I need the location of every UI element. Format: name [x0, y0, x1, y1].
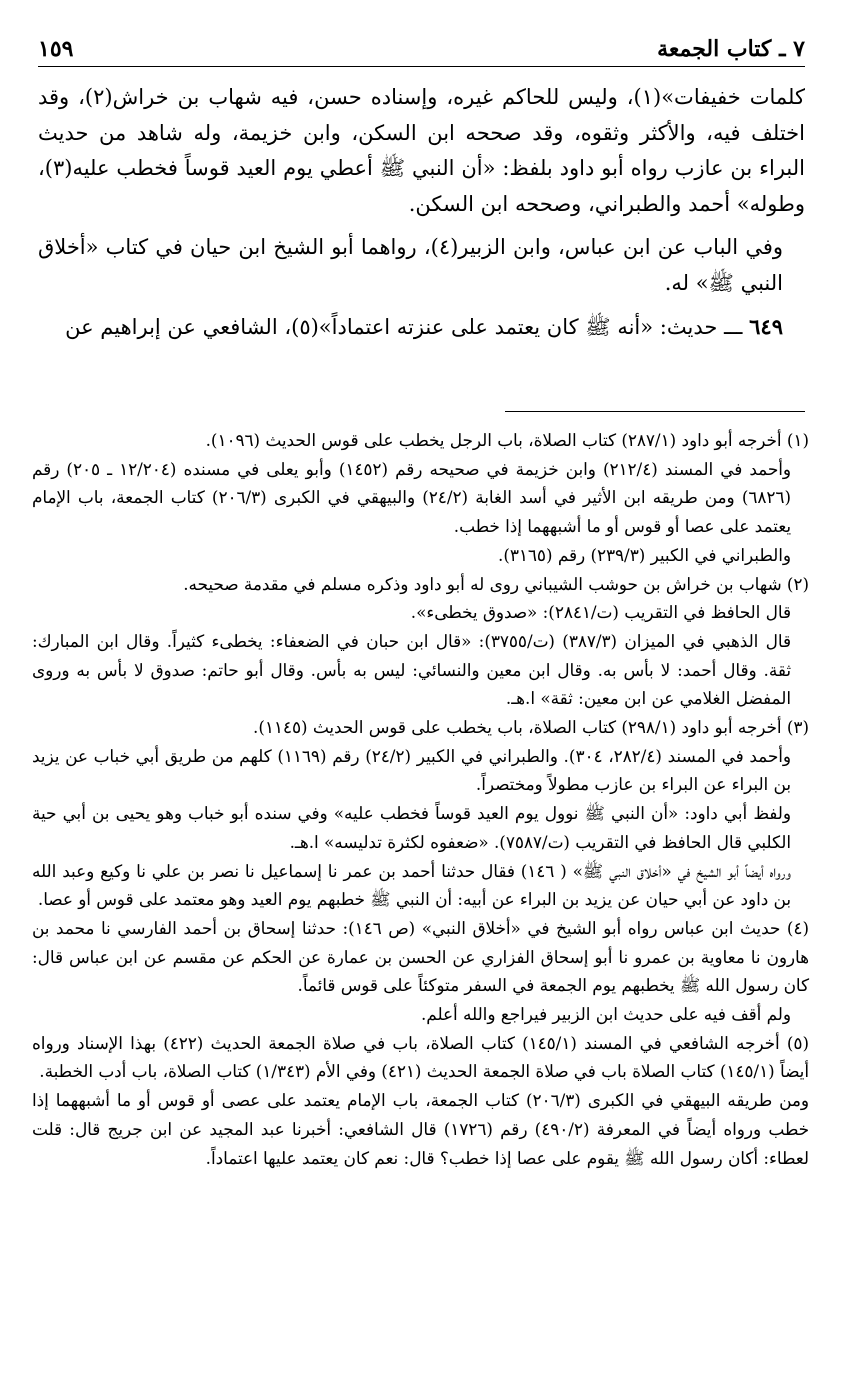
footnote-line: قال الذهبي في الميزان (٣٨٧/٣) (ت/٣٧٥٥): «قال ابن حبان في الضعفاء: يخطىء كثيراً. وقال ابن المبارك: ثقة. وقال أحمد: لا بأس به. وقال ابن معين والنسائي: ليس به بأس. وقال أبو حاتم: صدوق لا بأس به وروى المفضل الغلامي عن ابن معين: ثقة» ا.هـ. [32, 630, 791, 709]
footnote-line: (١) أخرجه أبو داود (٢٨٧/١) كتاب الصلاة، باب الرجل يخطب على قوس الحديث (١٠٩٦). [205, 430, 809, 450]
footnote-separator [505, 411, 805, 412]
footnote-line: (٣) أخرجه أبو داود (٢٩٨/١) كتاب الصلاة، باب يخطب على قوس الحديث (١١٤٥). [253, 717, 809, 738]
body-paragraph-2: وفي الباب عن ابن عباس، وابن الزبير(٤)، رواهما أبو الشيخ ابن حيان في كتاب «أخلاق النبي ﷺ» له. [38, 235, 783, 295]
footnote-2 [32, 570, 809, 714]
footnote-line: وأحمد في المسند (٢٨٢/٤، ٣٠٤). والطبراني في الكبير (٢٤/٢) رقم (١١٦٩) كلهم من طريق أبي خباب عن يزيد بن البراء عن البراء بن عازب مطولاً ومختصراً. [32, 745, 791, 795]
footnote-line: ولفظ أبي داود: «أن النبي ﷺ نوول يوم العيد قوساً فخطب عليه» وفي سنده أبو خباب وهو يحيى بن أبي حية الكلبي قال الحافظ في التقريب (ت/٧٥٨٧). «ضعفوه لكثرة تدليسه» ا.هـ. [32, 803, 791, 852]
footnote-line: (٢) شهاب بن خراش بن حوشب الشيباني روى له أبو داود وذكره مسلم في مقدمة صحيحه. [183, 573, 809, 594]
page-number: ١٥٩ [38, 36, 74, 62]
footnote-line: ورواه أيضاً أبو الشيخ في «أخلاق النبي ﷺ» ( ١٤٦) فقال حدثنا أحمد بن عمر نا إسماعيل نا نصر بن علي نا وكيع وعبد الله بن داود عن أبي حيان عن يزيد بن البراء عن أبيه: أن النبي ﷺ خطبهم يوم العيد وهو معتمد على قوس أو عصا. [32, 860, 791, 910]
running-header [38, 32, 805, 67]
footnote-line: (٥) أخرجه الشافعي في المسند (١٤٥/١) كتاب الصلاة، باب في صلاة الجمعة الحديث (٤٢٢) بهذا الإسناد ورواه أيضاً (١٤٥/١) كتاب الصلاة باب في صلاة الجمعة الحديث (٤٢١) وفي الأم (١/٣٤٣) كتاب الصلاة، باب أدب الخطبة. [32, 1032, 809, 1082]
main-text [38, 80, 805, 354]
chapter-title: ٧ ـ كتاب الجمعة [657, 36, 805, 62]
footnote-5 [32, 1029, 809, 1173]
footnote-line: (٤) حديث ابن عباس رواه أبو الشيخ في «أخلاق النبي» (ص ١٤٦): حدثنا إسحاق بن أحمد الفارسي نا محمد بن هارون نا معاوية بن عمرو نا أبو إسحاق الفزاري عن الحسن بن عمارة عن الحكم عن مقسم عن ابن عباس قال: كان رسول الله ﷺ يخطبهم يوم الجمعة في السفر متوكئاً على قوس قائماً. [32, 917, 809, 996]
footnotes [32, 426, 809, 1172]
footnote-4 [32, 914, 809, 1029]
footnote-line: وأحمد في المسند (٢١٢/٤) وابن خزيمة في صحيحه رقم (١٤٥٢) وأبو يعلى في مسنده (١٢/٢٠٤ ـ ٢٠٥) رقم (٦٨٢٦) ومن طريقه ابن الأثير في أسد الغابة (٢٤/٢) والبيهقي في الكبرى (٢٠٦/٣) كتاب الجمعة، باب الإمام يعتمد على عصا أو قوس أو ما أشبههما إذا خطب. [32, 458, 792, 537]
hadith-number: ٦٤٩ [749, 314, 783, 339]
hadith-text: ـــ حديث: «أنه ﷺ كان يعتمد على عنزته اعتماداً»(٥)، الشافعي عن إبراهيم عن [65, 315, 743, 339]
footnote-line: ومن طريقه البيهقي في الكبرى (٢٠٦/٣) كتاب الجمعة، باب الإمام يعتمد على عصى أو قوس أو ما أشبههما إذا خطب ورواه أيضاً في المعرفة (٤٩٠/٢) رقم (١٧٢٦) قال الشافعي: أخبرنا عبد المجيد عن ابن جريج قال: قلت لعطاء: أكان رسول الله ﷺ يقوم على عصا إذا خطب؟ قال: نعم كان يعتمد عليها اعتماداً. [32, 1090, 809, 1168]
footnote-3 [32, 713, 809, 914]
footnote-line: قال الحافظ في التقريب (ت/٢٨٤١): «صدوق يخطىء». [410, 602, 791, 623]
body-paragraph-1: كلمات خفيفات»(١)، وليس للحاكم غيره، وإسناده حسن، فيه شهاب بن خراش(٢)، وقد اختلف فيه، والأكثر وثقوه، وقد صححه ابن السكن، وابن خزيمة، وله شاهد من حديث البراء بن عازب رواه أبو داود بلفظ: «أن النبي ﷺ أعطي يوم العيد قوساً فخطب عليه(٣)، وطوله» أحمد والطبراني، وصححه ابن السكن. [38, 85, 805, 216]
footnote-line: والطبراني في الكبير (٢٣٩/٣) رقم (٣١٦٥). [497, 544, 791, 565]
footnote-line: ولم أقف فيه على حديث ابن الزبير فيراجع والله أعلم. [420, 1004, 791, 1025]
hadith-paragraph [38, 309, 805, 346]
footnote-1 [32, 426, 809, 570]
